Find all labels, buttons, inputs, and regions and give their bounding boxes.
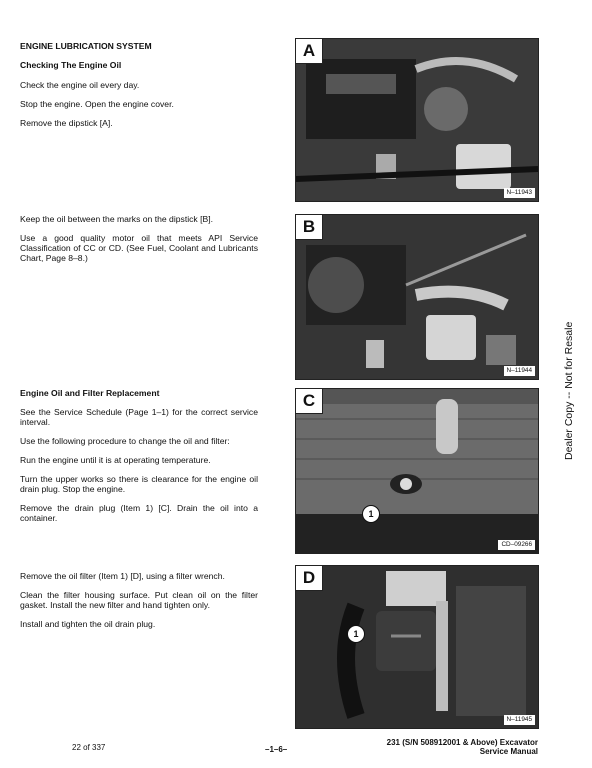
figure-label: A	[296, 39, 323, 64]
paragraph: Keep the oil between the marks on the dipstick [B].	[20, 214, 213, 224]
paragraph: Remove the oil filter (Item 1) [D], using a filter wrench.	[20, 571, 225, 581]
figure-code: CD–09266	[498, 540, 535, 550]
figure-b-photo	[295, 214, 539, 380]
paragraph: Turn the upper works so there is clearance for the engine oil drain plug. Stop the engine.	[20, 474, 258, 495]
paragraph: Stop the engine. Open the engine cover.	[20, 99, 174, 109]
figure-label: D	[296, 566, 323, 591]
figure-label: C	[296, 389, 323, 414]
model-line: 231 (S/N 508912001 & Above) Excavator	[386, 738, 538, 747]
dealer-copy-note: Dealer Copy -- Not for Resale	[563, 321, 575, 460]
paragraph: Use the following procedure to change the oil and filter:	[20, 436, 230, 446]
figure-c-photo	[295, 388, 539, 554]
figure-code: N–11944	[504, 366, 535, 376]
figure-a-photo	[295, 38, 539, 202]
figure-label: B	[296, 215, 323, 240]
figure-code: N–11945	[504, 715, 535, 725]
figure-code: N–11943	[504, 188, 535, 198]
paragraph: See the Service Schedule (Page 1–1) for the correct service interval.	[20, 407, 258, 428]
callout-marker: 1	[347, 625, 365, 643]
paragraph: Run the engine until it is at operating temperature.	[20, 455, 211, 465]
paragraph: Remove the dipstick [A].	[20, 118, 113, 128]
paragraph: Remove the drain plug (Item 1) [C]. Drain the oil into a container.	[20, 503, 258, 524]
paragraph: Clean the filter housing surface. Put clean oil on the filter gasket. Install the new filter and hand tighten only.	[20, 590, 258, 611]
paragraph: Use a good quality motor oil that meets API Service Classification of CC or CD. (See Fuel, Coolant and Lubricants Chart, Page 8–8.)	[20, 233, 258, 264]
figure-d-photo	[295, 565, 539, 729]
manual-title: Service Manual	[479, 747, 538, 756]
page-number: –1–6–	[265, 745, 288, 754]
subsection-title: Engine Oil and Filter Replacement	[20, 388, 160, 398]
page-count: 22 of 337	[72, 743, 106, 752]
section-subtitle: Checking The Engine Oil	[20, 60, 122, 70]
paragraph: Check the engine oil every day.	[20, 80, 140, 90]
paragraph: Install and tighten the oil drain plug.	[20, 619, 156, 629]
callout-marker: 1	[362, 505, 380, 523]
section-title: ENGINE LUBRICATION SYSTEM	[20, 41, 152, 51]
